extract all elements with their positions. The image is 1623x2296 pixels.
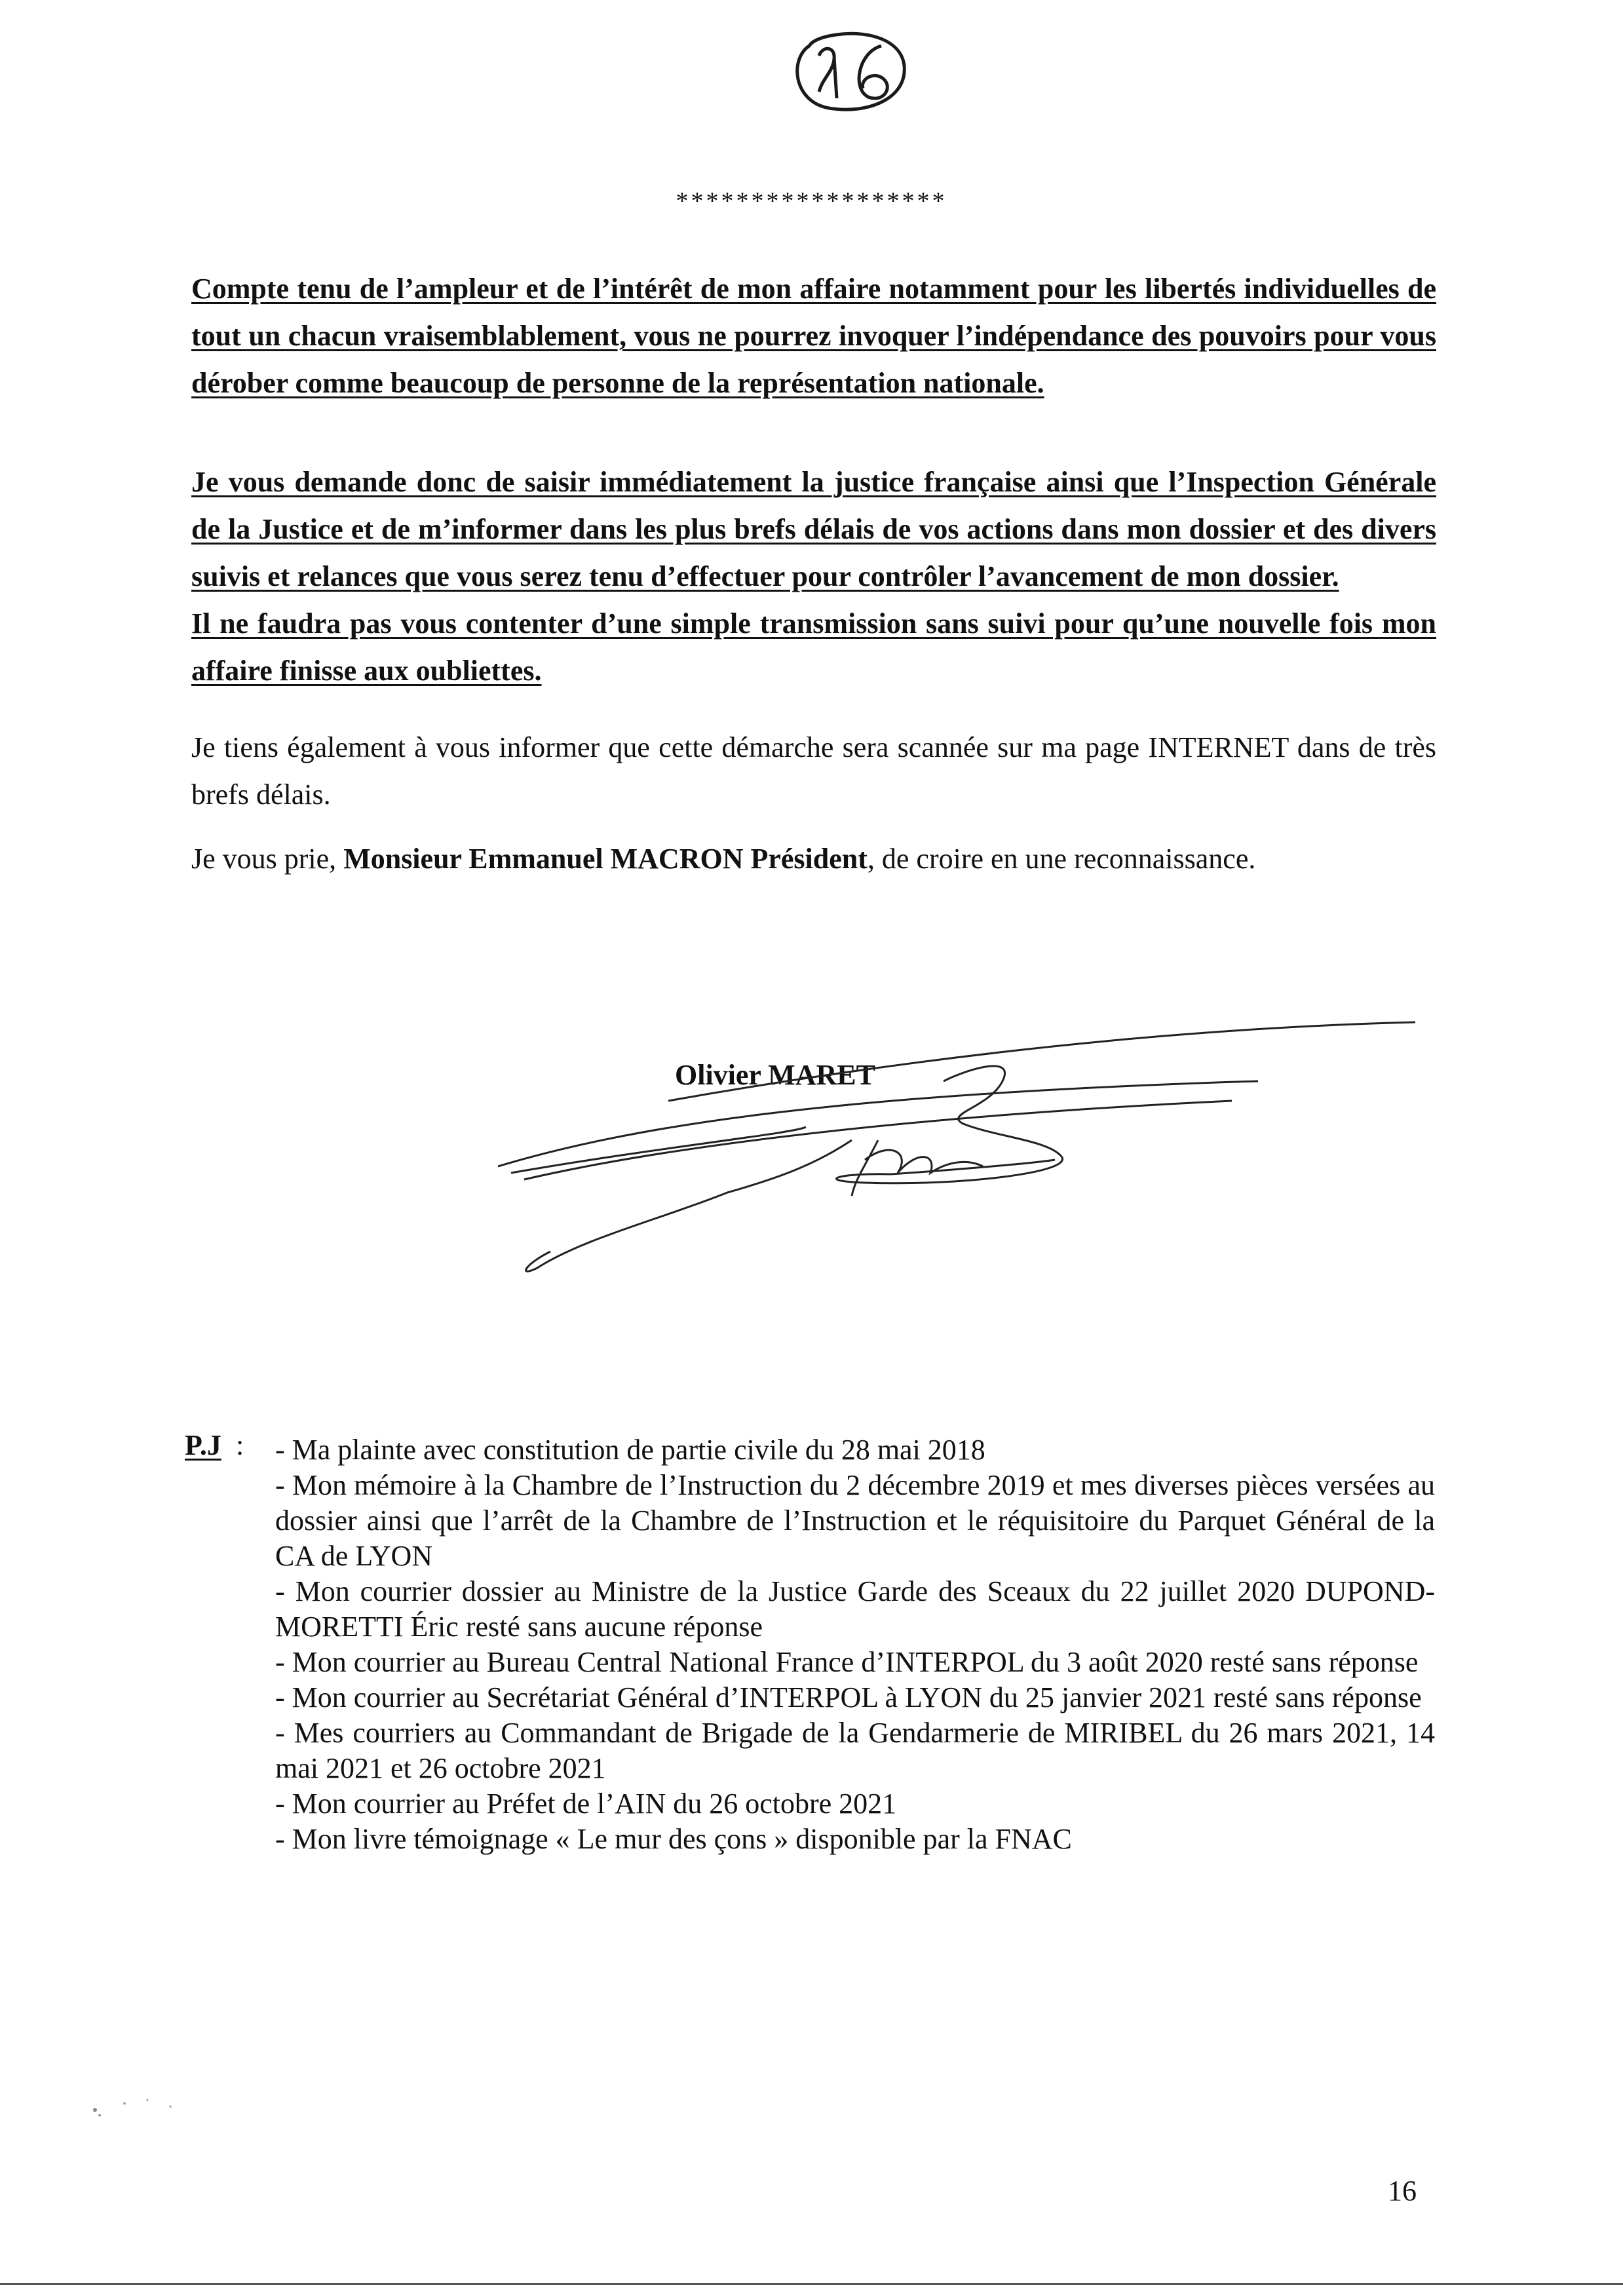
attachment-item: - Mon mémoire à la Chambre de l’Instruction du 2 décembre 2019 et mes diverses pièces versées au dossier ainsi que l’arrêt de la Chambre de l’Instruction et le réquisitoire du Parquet Général de la CA de LYON (275, 1469, 1435, 1572)
paragraph-request (191, 459, 1436, 695)
paragraph-2b-text: Il ne faudra pas vous contenter d’une simple transmission sans suivi pour qu’une nouvelle fois mon affaire finisse aux oubliettes. (191, 607, 1436, 687)
attachment-item: - Mon courrier au Bureau Central National France d’INTERPOL du 3 août 2020 resté sans réponse (275, 1646, 1419, 1678)
attachment-item: - Mon courrier dossier au Ministre de la Justice Garde des Sceaux du 22 juillet 2020 DUPOND-MORETTI Éric resté sans aucune réponse (275, 1575, 1435, 1643)
closing-text: Je vous prie, Monsieur Emmanuel MACRON Président, de croire en une reconnaissance. (191, 843, 1256, 875)
attachment-item: - Mon courrier au Secrétariat Général d’INTERPOL à LYON du 25 janvier 2021 resté sans réponse (275, 1681, 1422, 1713)
handwritten-signature (498, 1009, 1428, 1284)
attachment-item: - Mon livre témoignage « Le mur des çons » disponible par la FNAC (275, 1823, 1072, 1855)
paragraph-3-text: Je tiens également à vous informer que cette démarche sera scannée sur ma page INTERNET dans de très brefs délais. (191, 731, 1436, 811)
page-number: 16 (1388, 2175, 1417, 2207)
attachments-list (275, 1432, 1435, 1857)
attachment-item: - Ma plainte avec constitution de partie civile du 28 mai 2018 (275, 1434, 985, 1466)
paragraph-1-text: Compte tenu de l’ampleur et de l’intérêt de mon affaire notamment pour les libertés individuelles de tout un chacun vraisemblablement, vous ne pourrez invoquer l’indépendance des pouvoirs pour vous dérober comme beaucoup de personne de la représentation nationale. (191, 273, 1436, 399)
scan-smudge (85, 2084, 190, 2130)
paragraph-2a-text: Je vous demande donc de saisir immédiatement la justice française ainsi que l’Inspection Générale de la Justice et de m’informer dans les plus brefs délais de vos actions dans mon dossier et des divers suivis et relances que vous serez tenu d’effectuer pour contrôler l’avancement de mon dossier. (191, 466, 1436, 592)
scan-edge-line (0, 2283, 1623, 2285)
separator-asterisks: ****************** (676, 187, 947, 215)
signatory-name: Olivier MARET (675, 1059, 875, 1091)
addressee-name: Monsieur Emmanuel MACRON Président (343, 843, 868, 875)
handwritten-page-number-stamp (783, 26, 914, 118)
closing-formula (191, 835, 1436, 883)
paragraph-independence (191, 265, 1436, 407)
paragraph-internet (191, 724, 1436, 818)
attachment-item: - Mes courriers au Commandant de Brigade de la Gendarmerie de MIRIBEL du 26 mars 2021, 14 mai 2021 et 26 octobre 2021 (275, 1717, 1435, 1784)
attachment-item: - Mon courrier au Préfet de l’AIN du 26 octobre 2021 (275, 1788, 897, 1820)
attachments-label: P.J (185, 1429, 221, 1461)
attachments-colon: : (236, 1429, 244, 1461)
